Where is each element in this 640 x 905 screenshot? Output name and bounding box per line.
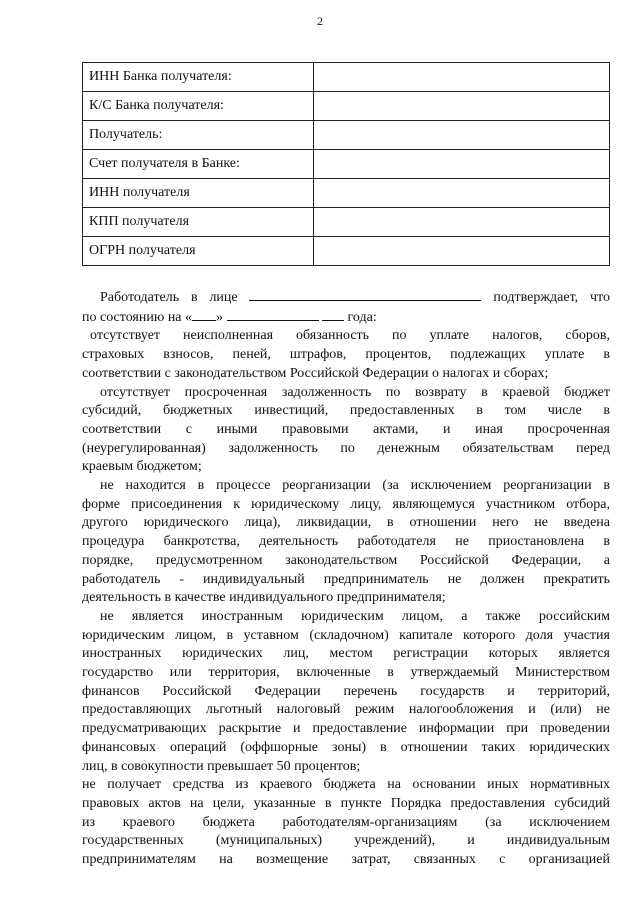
representative-blank [249,288,481,301]
year-blank [322,308,344,321]
text-line: другого юридического лица), ликвидации, в отношении него не введена [82,515,610,531]
text-line: соответствии с законодательством Российской Федерации о налогах и сборах; [82,365,549,381]
text-line: не находится в процессе реорганизации (за исключением реорганизации в [100,478,610,494]
row-label: ИНН Банка получателя: [83,63,314,92]
row-label: ИНН получателя [83,179,314,208]
row-label: Получатель: [83,121,314,150]
row-value [314,208,610,237]
text-line: предпринимателям на возмещение затрат, связанных с организацией [82,852,610,868]
text-line: соответствии с иными правовыми актами, и иная просроченная [82,421,610,437]
text-line: краевым бюджетом; [82,459,202,475]
row-value [314,237,610,266]
table-row [83,208,610,237]
text-line: иностранных юридических лиц, местом регистрации которых является [82,646,610,662]
text-line: порядке, предусмотренном законодательством Российской Федерации, а [82,552,610,568]
text-line: страховых взносов, пеней, штрафов, процентов, подлежащих уплате в [82,347,610,363]
intro-text-confirm: подтверждает, что [493,290,610,305]
text-line: лиц, в совокупности превышает 50 процентов; [82,758,361,774]
table-row [83,179,610,208]
table-row [83,150,610,179]
text-line: финансовых операций (оффшорные зоны) в отношении таких юридических [82,739,610,755]
declaration-text [82,288,610,870]
table-row [83,121,610,150]
row-value [314,179,610,208]
intro-text: Работодатель в лице [100,290,238,305]
text-line: не получает средства из краевого бюджета на основании иных нормативных [82,777,610,793]
row-label: КПП получателя [83,208,314,237]
intro-line-1 [82,288,610,308]
table-row [83,92,610,121]
text-line: отсутствует просроченная задолженность по возврату в краевой бюджет [100,384,610,400]
date-quote: » [216,309,224,325]
day-blank [192,308,216,321]
date-suffix: года: [347,309,377,325]
text-line: предоставляющих льготный налоговый режим налогообложения и (или) не [82,702,610,718]
row-value [314,92,610,121]
table-row [83,63,610,92]
row-label: ОГРН получателя [83,237,314,266]
bank-details-table [82,62,610,266]
date-prefix: по состоянию на « [82,309,193,325]
text-line: государственных (муниципальных) учреждений), и индивидуальным [82,833,610,849]
row-label: К/С Банка получателя: [83,92,314,121]
text-line: отсутствует неисполненная обязанность по уплате налогов, сборов, [90,328,610,344]
text-line: финансов Российской Федерации перечень государств и территорий, [82,683,610,699]
row-label: Счет получателя в Банке: [83,150,314,179]
table-row [83,237,610,266]
text-line: работодатель - индивидуальный предприниматель не должен прекратить [82,571,610,587]
text-line: юридическим лицом, в уставном (складочном) капитале которого доля участия [82,627,610,643]
month-blank [227,308,319,321]
row-value [314,63,610,92]
text-line: из краевого бюджета работодателям-организациям (за исключением [82,814,610,830]
text-line: правовых актов на цели, указанные в пункте Порядка предоставления субсидий [82,795,610,811]
text-line: процедура банкротства, деятельность работодателя не приостановлена в [82,534,610,550]
intro-line-2 [82,308,610,328]
page-number: 2 [317,14,323,28]
text-line: субсидий, бюджетных инвестиций, предоставленных в том числе в [82,403,610,419]
text-line: деятельность в качестве индивидуального предпринимателя; [82,590,446,606]
text-line: предусматривающих раскрытие и предоставление информации при проведении [82,721,610,737]
text-line: (неурегулированная) задолженность по денежным обязательствам перед [82,440,610,456]
text-line: форме присоединения к юридическому лицу, являющемуся участником отбора, [82,496,610,512]
text-line: не является иностранным юридическим лицом, а также российским [100,608,610,624]
text-line: государство или территория, включенные в утверждаемый Министерством [82,665,610,681]
row-value [314,121,610,150]
row-value [314,150,610,179]
